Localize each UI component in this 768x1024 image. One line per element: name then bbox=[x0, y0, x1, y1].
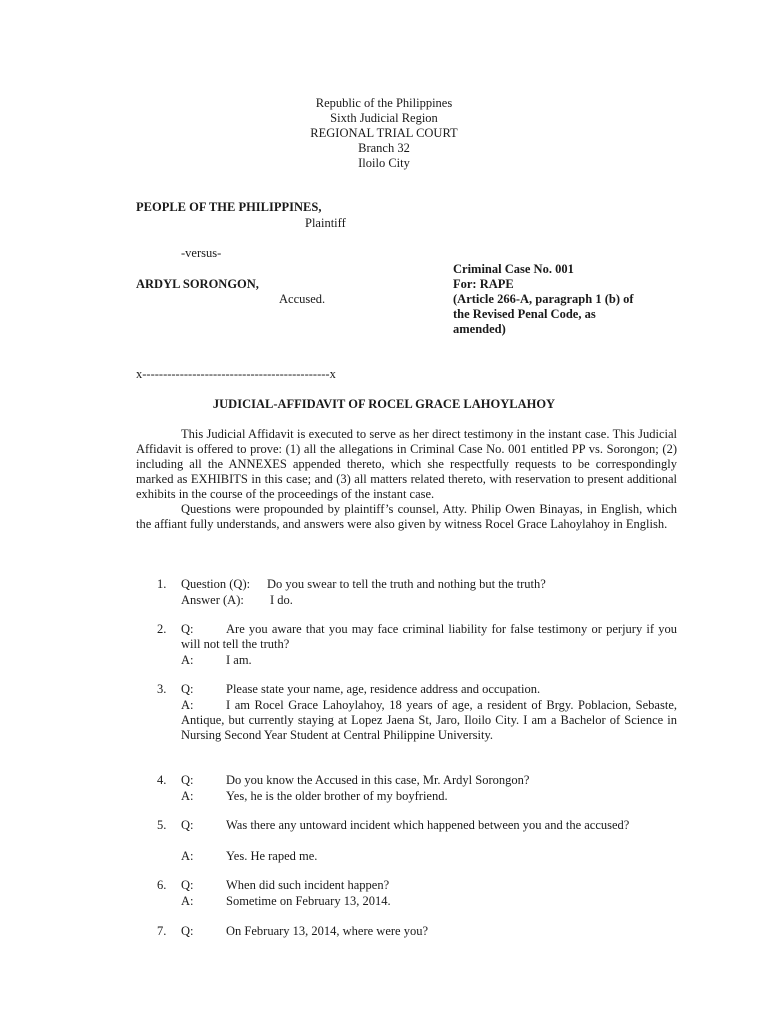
qa-item-2 bbox=[136, 622, 677, 670]
question-block bbox=[181, 622, 677, 652]
answer-text: Yes. He raped me. bbox=[226, 849, 318, 863]
question-label: Q: bbox=[181, 622, 194, 636]
qa-item-4 bbox=[136, 773, 677, 805]
answer-label: A: bbox=[181, 849, 194, 863]
qa-number: 2. bbox=[157, 622, 167, 636]
qa-item-3 bbox=[136, 682, 677, 762]
answer-text: I am Rocel Grace Lahoylahoy, 18 years of age, a resident of Brgy. Poblacion, Sebaste, Antique, but currently staying at Lopez Jaena St, Jaro, Iloilo City. I am a Bachelor of Science in Nursing Second Year Student at Central Philippine University. bbox=[181, 698, 677, 742]
header-court: REGIONAL TRIAL COURT bbox=[310, 126, 458, 140]
qa-number: 5. bbox=[157, 818, 167, 832]
intro-block bbox=[136, 427, 677, 532]
qa-number: 3. bbox=[157, 682, 167, 696]
versus-label: -versus- bbox=[181, 246, 222, 260]
qa-number: 7. bbox=[157, 924, 167, 938]
question-label: Q: bbox=[181, 924, 194, 938]
qa-number: 4. bbox=[157, 773, 167, 787]
answer-label: A: bbox=[181, 894, 194, 908]
case-article-line2: the Revised Penal Code, as bbox=[453, 307, 596, 321]
header-region: Sixth Judicial Region bbox=[330, 111, 438, 125]
intro-paragraph-1: This Judicial Affidavit is executed to serve as her direct testimony in the instant case. This Judicial Affidavit is offered to prove: (1) all the allegations in Criminal Case No. 001 entitled PP vs. Sorongon; (2) including all the ANNEXES appended thereto, which she respectfully requests to be correspondingly marked as EXHIBITS in this case; and (3) all matters related thereto, with reservation to present additional exhibits in the course of the proceedings of the instant case. bbox=[136, 427, 677, 501]
accused-name: ARDYL SORONGON, bbox=[136, 277, 259, 291]
case-for: For: RAPE bbox=[453, 277, 514, 291]
header-city: Iloilo City bbox=[358, 156, 410, 170]
question-label: Q: bbox=[181, 773, 194, 787]
question-text: Do you swear to tell the truth and nothing but the truth? bbox=[267, 577, 546, 591]
question-text: Was there any untoward incident which happened between you and the accused? bbox=[226, 818, 630, 832]
qa-number: 6. bbox=[157, 878, 167, 892]
answer-label: A: bbox=[181, 653, 194, 667]
answer-label: A: bbox=[181, 789, 194, 803]
question-block bbox=[181, 818, 677, 833]
header-republic: Republic of the Philippines bbox=[315, 96, 453, 110]
question-label: Q: bbox=[181, 682, 194, 696]
case-article-line3: amended) bbox=[453, 322, 506, 336]
qa-item-1 bbox=[136, 577, 677, 609]
case-number: Criminal Case No. 001 bbox=[453, 262, 574, 276]
question-text: When did such incident happen? bbox=[226, 878, 390, 892]
case-article-line1: (Article 266-A, paragraph 1 (b) of bbox=[453, 292, 634, 306]
header-branch: Branch 32 bbox=[358, 141, 410, 155]
question-label: Q: bbox=[181, 878, 194, 892]
qa-item-6 bbox=[136, 878, 677, 910]
affidavit-title: JUDICIAL-AFFIDAVIT OF ROCEL GRACE LAHOYLAHOY bbox=[212, 397, 556, 411]
answer-label: Answer (A): bbox=[181, 593, 244, 607]
intro-paragraph-2: Questions were propounded by plaintiff’s counsel, Atty. Philip Owen Binayas, in English, which the affiant fully understands, and answers were also given by witness Rocel Grace Lahoylahoy in English. bbox=[136, 502, 677, 531]
question-text: Are you aware that you may face criminal liability for false testimony or perjury if you will not tell the truth? bbox=[181, 622, 677, 651]
plaintiff-name: PEOPLE OF THE PHILIPPINES, bbox=[136, 200, 322, 214]
question-label: Q: bbox=[181, 818, 194, 832]
answer-text: I am. bbox=[226, 653, 252, 667]
answer-text: Sometime on February 13, 2014. bbox=[226, 894, 391, 908]
qa-item-5 bbox=[136, 818, 677, 866]
question-text: On February 13, 2014, where were you? bbox=[226, 924, 429, 938]
qa-item-7 bbox=[136, 924, 677, 940]
answer-label: A: bbox=[181, 698, 194, 712]
question-text: Do you know the Accused in this case, Mr. Ardyl Sorongon? bbox=[226, 773, 530, 787]
answer-text: I do. bbox=[270, 593, 293, 607]
question-text: Please state your name, age, residence address and occupation. bbox=[226, 682, 541, 696]
accused-role: Accused. bbox=[279, 292, 326, 306]
question-label: Question (Q): bbox=[181, 577, 251, 591]
qa-number: 1. bbox=[157, 577, 167, 591]
answer-block bbox=[181, 698, 677, 743]
answer-text: Yes, he is the older brother of my boyfriend. bbox=[226, 789, 448, 803]
plaintiff-role: Plaintiff bbox=[305, 216, 346, 230]
court-header bbox=[0, 96, 768, 171]
caption-separator: x---------------------------------------------x bbox=[136, 367, 336, 381]
